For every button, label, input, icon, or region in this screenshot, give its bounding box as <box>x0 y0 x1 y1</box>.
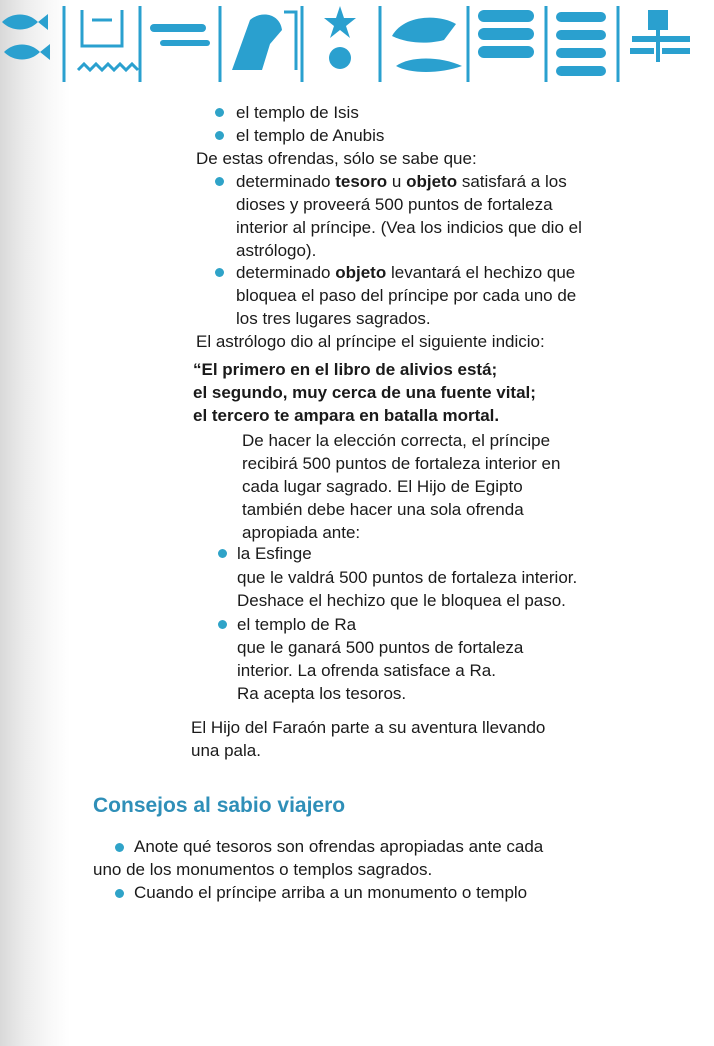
bold-term: tesoro <box>335 172 388 191</box>
bullet-icon <box>215 268 224 277</box>
ra-title: el templo de Ra <box>237 615 357 634</box>
section-heading: Consejos al sabio viajero <box>93 794 346 817</box>
riddle-line: “El primero en el libro de alivios está; <box>193 360 498 379</box>
offer2-first-line <box>236 261 575 284</box>
bold-term: objeto <box>406 172 458 191</box>
hint-intro: El astrólogo dio al príncipe el siguiente indicio: <box>196 332 545 351</box>
ra-line: que le ganará 500 puntos de fortaleza <box>237 638 524 657</box>
offer1-line: interior al príncipe. (Vea los indicios que dio el <box>236 218 582 237</box>
riddle-explain-line: recibirá 500 puntos de fortaleza interior en <box>242 454 561 473</box>
sphinx-line: que le valdrá 500 puntos de fortaleza interior. <box>237 568 578 587</box>
bullet-icon <box>215 131 224 140</box>
riddle-line: el tercero te ampara en batalla mortal. <box>193 406 500 425</box>
bullet-icon <box>218 549 227 558</box>
riddle-explain-line: cada lugar sagrado. El Hijo de Egipto <box>242 477 523 496</box>
closing-line: una pala. <box>191 741 261 760</box>
bullet-icon <box>215 177 224 186</box>
offer2-line: bloquea el paso del príncipe por cada uno de <box>236 286 577 305</box>
list-item: el templo de Isis <box>236 103 359 122</box>
sphinx-title: la Esfinge <box>237 544 312 563</box>
text-segment: u <box>387 172 407 191</box>
riddle-explain-line: apropiada ante: <box>242 523 361 542</box>
tip-line: Anote qué tesoros son ofrendas apropiadas ante cada <box>134 837 544 856</box>
text-segment: satisfará a los <box>457 172 567 191</box>
bullet-icon <box>115 843 124 852</box>
bullet-icon <box>215 108 224 117</box>
ra-line: interior. La ofrenda satisface a Ra. <box>237 661 496 680</box>
riddle-explain-line: también debe hacer una sola ofrenda <box>242 500 524 519</box>
tip-line: Cuando el príncipe arriba a un monumento o templo <box>134 883 528 902</box>
tip-line: uno de los monumentos o templos sagrados. <box>93 860 433 879</box>
closing-line: El Hijo del Faraón parte a su aventura llevando <box>191 718 546 737</box>
text-segment: determinado <box>236 263 336 282</box>
bold-term: objeto <box>335 263 387 282</box>
riddle-explain-line: De hacer la elección correcta, el príncipe <box>242 431 551 450</box>
offer1-line: dioses y proveerá 500 puntos de fortaleza <box>236 195 553 214</box>
riddle-line: el segundo, muy cerca de una fuente vital; <box>193 383 536 402</box>
offer1-first-line <box>236 170 567 193</box>
bullet-icon <box>115 889 124 898</box>
list-item: el templo de Anubis <box>236 126 385 145</box>
text-segment: levantará el hechizo que <box>386 263 576 282</box>
offer1-line: astrólogo). <box>236 241 317 260</box>
text-segment: determinado <box>236 172 336 191</box>
sphinx-line: Deshace el hechizo que le bloquea el paso. <box>237 591 566 610</box>
offer2-line: los tres lugares sagrados. <box>236 309 431 328</box>
bullet-icon <box>218 620 227 629</box>
ra-line: Ra acepta los tesoros. <box>237 684 407 703</box>
intro-line: De estas ofrendas, sólo se sabe que: <box>196 149 477 168</box>
